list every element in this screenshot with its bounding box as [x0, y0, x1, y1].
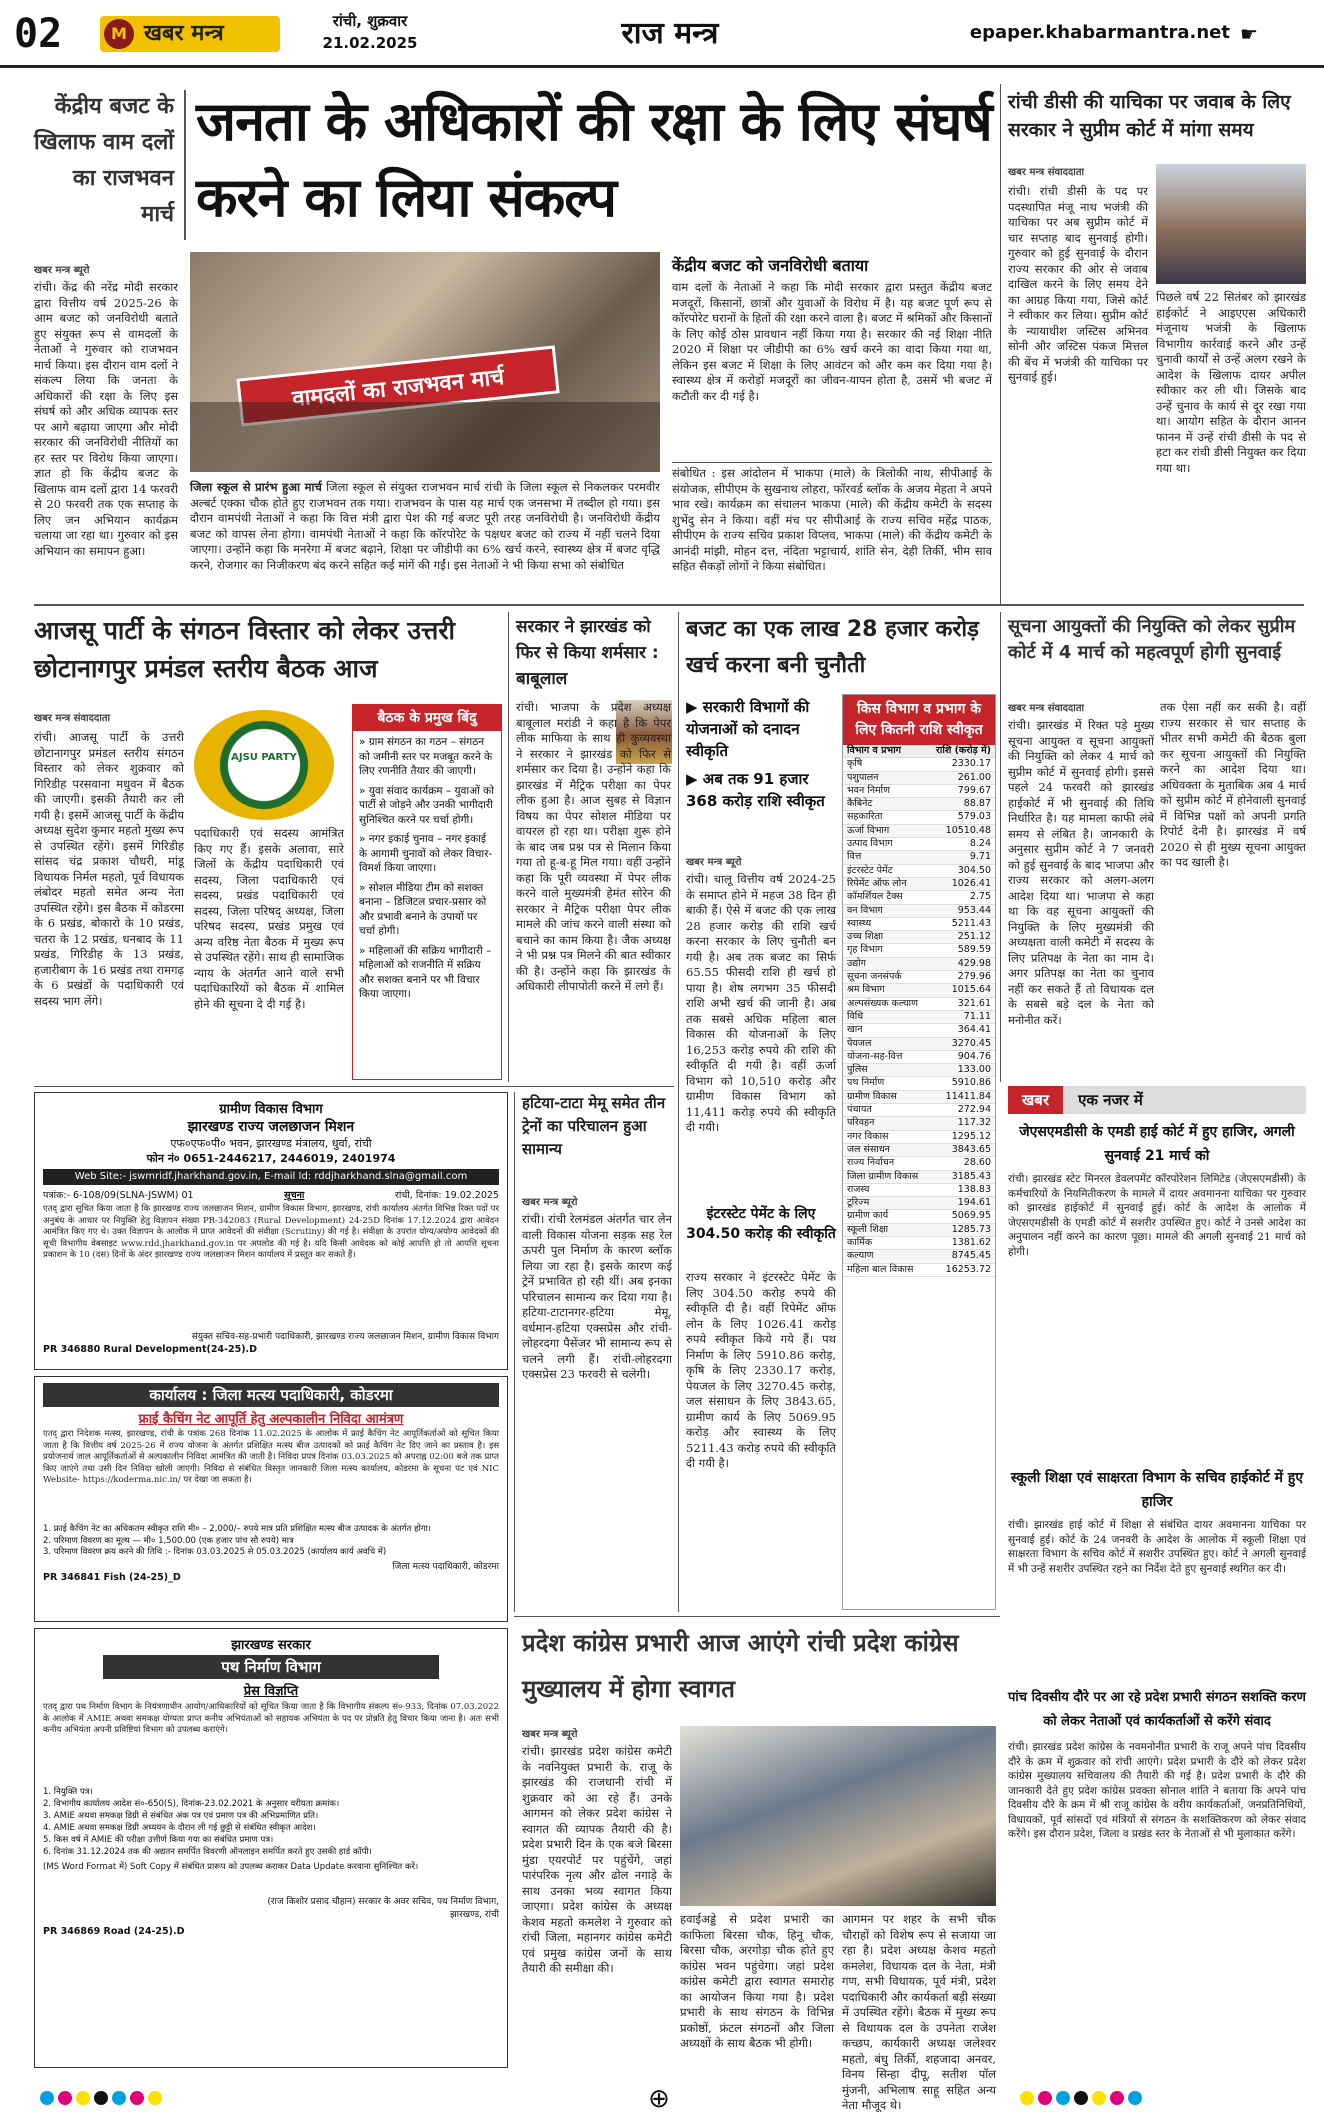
table-cell-amount: 429.98	[957, 957, 991, 969]
table-row	[843, 971, 995, 984]
table-row	[843, 878, 995, 891]
column-divider-3	[678, 612, 679, 1612]
budget-bullets	[686, 696, 836, 846]
table-cell-amount: 1381.62	[951, 1236, 991, 1248]
bullet-triangle-icon: ▶	[686, 770, 703, 788]
table-cell-amount: 194.61	[957, 1197, 991, 1209]
ad1-web: Web Site:- jswmridf.jharkhand.gov.in, E-mail Id: rddjharkhand.slna@gmail.com	[43, 1169, 499, 1185]
logo-icon: M	[104, 19, 134, 49]
table-row	[843, 851, 995, 864]
table-cell-dept: विधि	[847, 1010, 864, 1022]
table-cell-amount: 28.60	[963, 1157, 991, 1169]
table-cell-amount: 3843.65	[951, 1143, 991, 1155]
table-cell-amount: 8.24	[969, 838, 991, 850]
ad-fisheries	[34, 1376, 508, 1622]
table-row	[843, 1131, 995, 1144]
table-row	[843, 865, 995, 878]
table-row	[843, 1171, 995, 1184]
list-item: 3. AMIE अथवा समकक्ष डिग्री से संबंधित अंक पत्र एवं प्रमाण पत्र की अभिप्रमाणित प्रति।	[43, 1811, 319, 1821]
ajsu-logo	[194, 710, 334, 820]
table-cell-dept: इंटरस्टेट पेमेंट	[847, 864, 893, 876]
ad1-date: रांची, दिनांक: 19.02.2025	[394, 1190, 499, 1201]
table-cell-dept: पंचायत	[847, 1104, 872, 1116]
table-cell-amount: 251.12	[957, 931, 991, 943]
table-row	[843, 984, 995, 997]
photo-banner: वामदलों का राजभवन मार्च	[236, 345, 559, 426]
table-cell-amount: 3185.43	[951, 1170, 991, 1182]
news-brief-title2: एक नजर में	[1078, 1091, 1143, 1109]
table-row	[843, 1210, 995, 1223]
table-cell-dept: टूरिज्म	[847, 1197, 870, 1209]
table-cell-amount: 279.96	[957, 971, 991, 983]
table-cell-dept: गृह विभाग	[847, 944, 883, 956]
budget-table-body	[843, 758, 995, 1277]
dc-body2: पिछले वर्ष 22 सितंबर को झारखंड हाईकोर्ट ने आइएएस अधिकारी मंजूनाथ भजंत्री के खिलाफ विभागीय कार्रवाई करने और उन्हें चुनावी कार्यों से उन्हें अलग रखने के आदेश के खिलाफ दायर अपील स्वीकार कर ली थी। जिसके बाद उन्हें चुनाव के कार्य से दूर रखा गया था। आयोग सहित के दौरान आनन फानन में उन्हें रांची डीसी के पद से हटा कर रांची डीसी नियुक्त कर दिया गया था।	[1156, 290, 1306, 475]
ad2-title: फ्राई कैचिंग नेट आपूर्ति हेतु अल्पकालीन निविदा आमंत्रण	[138, 1412, 404, 1427]
section-divider-1	[34, 604, 1304, 606]
table-row	[843, 772, 995, 785]
table-cell-dept: पेयजल	[847, 1037, 872, 1049]
ad2-sign: जिला मत्स्य पदाधिकारी, कोडरमा	[392, 1561, 499, 1572]
table-cell-dept: जिला ग्रामीण विकास	[847, 1170, 919, 1182]
table-row	[843, 1184, 995, 1197]
babulal-headline: सरकार ने झारखंड को फिर से किया शर्मसार : बाबूलाल	[516, 617, 659, 689]
table-cell-dept: कैबिनेट	[847, 798, 873, 810]
brief-b3: रांची। झारखंड प्रदेश कांग्रेस के नवमनोनीत प्रभारी के राजू अपने पांच दिवसीय दौरे के क्रम में शुक्रवार को रांची आएंगे। प्रदेश प्रभारी के दौरे को लेकर प्रदेश कांग्रेस मुख्यालय सचिवालय की तैयारी की गई है। प्रदेश प्रभारी के दौरे की जानकारी देते हुए प्रदेश कांग्रेस प्रवक्ता सोनाल शांति ने बताया कि अपने पांच दिवसीय दौरे के क्रम में श्री राजू कांग्रेस के वरीय कार्यकर्ताओं, जनप्रतिनिधियों, विधायकों, पूर्व सांसदों एवं मंत्रियों से संगठन के सशक्तिकरण को लेकर संवाद करेंगे। इस दौरान प्रदेश, जिला व प्रखंड स्तर के नेताओं से भी मुलाकात करेंगे।	[1008, 1741, 1306, 1840]
hatia-body: रांची। रांची रेलमंडल अंतर्गत चार लेन वाली विकास योजना सड़क सह रेल ऊपरी पुल निर्माण के कारण ब्लॉक लिया जा रहा है। इसके कारण कई ट्रेनें प्रभावित हो रही थीं। अब इनका परिचालन सामान्य कर दिया गया है। हटिया-टाटानगर-हटिया मेमू, वर्धमान-हटिया एक्सप्रेस और रांची-लोहरदगा पैसेंजर भी सामान्य रूप से चलने लगी हैं। रांची-लोहरदगा एक्सप्रेस 23 फरवरी से चलेगी।	[522, 1212, 672, 1381]
ad1-address: एफ०एफ०पी० भवन, झारखण्ड मंत्रालय, धुर्वा, रांची	[170, 1137, 372, 1150]
kicker-divider	[184, 90, 186, 240]
registration-mark-icon: ⊕	[648, 2084, 670, 2114]
ajsu-points-title: बैठक के प्रमुख बिंदु	[353, 705, 501, 731]
table-cell-dept: कार्मिक	[847, 1236, 873, 1248]
congress-photo	[680, 1726, 996, 1906]
table-cell-dept: नगर विकास	[847, 1130, 889, 1142]
dc-byline: खबर मन्त्र संवाददाता	[1008, 167, 1085, 178]
color-registration-right	[1020, 2090, 1310, 2110]
table-row	[843, 1224, 995, 1237]
ajsu-points-list	[353, 731, 501, 1011]
ad3-govt: झारखण्ड सरकार	[231, 1638, 311, 1653]
table-cell-amount: 1015.64	[951, 984, 991, 996]
table-cell-amount: 71.11	[963, 1010, 991, 1022]
budget-headline: बजट का एक लाख 28 हजार करोड़ खर्च करना बनी चुनौती	[686, 617, 979, 678]
dc-headline: रांची डीसी की याचिका पर जवाब के लिए सरकार ने सुप्रीम कोर्ट में मांगा समय	[1008, 91, 1291, 141]
list-item: 1. फ्राई कैचिंग नेट का अधिकतम स्वीकृत राशि मी० – 2,000/– रुपये मात्र प्रति प्रशिक्षित मत्स्य बीज उत्पादक के अंतर्गत होगा।	[43, 1524, 432, 1534]
ad1-phone: फोन नं० 0651-2446217, 2446019, 2401974	[146, 1152, 396, 1165]
congress-body3: आगमन पर शहर के सभी चौक चौराहों को विशेष रूप से सजाया जा रहा है। प्रदेश अध्यक्ष केशव महतो कमलेश, विधायक दल के नेता, मंत्री गण, सभी विधायक, पूर्व मंत्री, प्रदेश पदाधिकारी और कार्यकर्ता बड़ी संख्या में उपस्थित रहेंगे। बैठक में मुख्य रूप से विधायक दल के उपनेता राजेश कच्छप, कार्यकारी अध्यक्ष जलेश्वर महतो, बंधु तिर्की, शहजादा अनवर, विनय सिन्हा दीपू, सतीश पॉल मुंजनी, अभिलाष साहू सहित अन्य नेता मौजूद थे।	[842, 1912, 996, 2112]
budget-table	[842, 694, 996, 1610]
table-cell-dept: ग्रामीण कार्य	[847, 1210, 889, 1222]
ad3-dept: पथ निर्माण विभाग	[103, 1655, 439, 1679]
table-row	[843, 1064, 995, 1077]
budget-byline: खबर मन्त्र ब्यूरो	[686, 857, 742, 868]
table-row	[843, 1157, 995, 1170]
ad2-pr: PR 346841 Fish (24-25)_D	[43, 1571, 181, 1583]
table-row	[843, 1250, 995, 1263]
table-cell-dept: अल्पसंख्यक कल्याण	[847, 997, 919, 1009]
table-cell-dept: श्रम विभाग	[847, 984, 885, 996]
brand-name: खबर मन्त्र	[100, 16, 280, 52]
table-cell-amount: 364.41	[957, 1024, 991, 1036]
ad1-dept: ग्रामीण विकास विभाग	[219, 1102, 323, 1117]
budget-bullet-2: ▶ अब तक 91 हजार 368 करोड़ राशि स्वीकृत	[686, 770, 825, 810]
table-row	[843, 931, 995, 944]
congress-body2: हवाईअड्डे से प्रदेश प्रभारी का काफिला बिरसा चौक, हिनू चौक, बिरसा चौक, अरगोड़ा चौक होते हुए कांग्रेस भवन पहुंचेगा। जहां प्रदेश कांग्रेस कमेटी द्वारा स्वागत समारोह का आयोजन किया गया है। प्रदेश प्रभारी के साथ संगठन के विभिन्न प्रकोष्ठों, फ्रंटल संगठनों और जिला अध्यक्षों के साथ बैठक भी होगी।	[680, 1912, 834, 2050]
table-cell-dept: उच्च शिक्षा	[847, 931, 884, 943]
table-row	[843, 944, 995, 957]
ad2-items	[43, 1524, 499, 1559]
lead-sub1-and-body2	[190, 480, 660, 595]
table-cell-amount: 11411.84	[945, 1090, 991, 1102]
table-cell-amount: 1285.73	[951, 1223, 991, 1235]
table-row	[843, 1091, 995, 1104]
table-cell-amount: 5069.95	[951, 1210, 991, 1222]
table-cell-amount: 9.71	[969, 851, 991, 863]
table-cell-dept: सहकारिता	[847, 811, 883, 823]
list-item: 5. किस वर्ष में AMIE की परीक्षा उत्तीर्ण किया गया का संबंधित प्रमाण पत्र।	[43, 1835, 274, 1845]
brief-h1: जेएसएमडीसी के एमडी हाई कोर्ट में हुए हाजिर, अगली सुनवाई 21 मार्च को	[1019, 1124, 1295, 1164]
sc-body2: तक ऐसा नहीं कर सकी है। वहीं राज्य सरकार से चार सप्ताह के भीतर सभी कमेटी की बैठक बुला कर सूचना आयुक्तों की नियुक्ति करने का आदेश दिया था। अधिवक्ता के मुताबिक अब 4 मार्च को सुप्रीम कोर्ट में होनेवाली सुनवाई में विभिन्न पक्षों को अपनी प्रगति रिपोर्ट देनी है। झारखंड में वर्ष 2020 से ही मुख्य सूचना आयुक्त का पद खाली है।	[1160, 700, 1306, 869]
brief-b1: रांची। झारखंड स्टेट मिनरल डेवलपमेंट कॉरपोरेशन लिमिटेड (जेएसएमडीसी) के कर्मचारियों के नियमितीकरण के मामले में दायर अवमानना याचिका पर गुरुवार को झारखंड हाईकोर्ट में सुनवाई हुई। कोर्ट के आदेश के आलोक में जेएसएमडीसी के एमडी कोर्ट में सशरीर उपस्थित हुए। कोर्ट ने उनसे आदेश का अनुपालन नहीं करने का कारण पूछा। मामले की अगली सुनवाई 21 मार्च को होगी।	[1008, 1173, 1306, 1258]
table-row	[843, 785, 995, 798]
dc-portrait	[1156, 164, 1306, 284]
table-row	[843, 825, 995, 838]
table-cell-amount: 117.32	[957, 1117, 991, 1129]
babulal-body: रांची। भाजपा के प्रदेश अध्यक्ष बाबूलाल मरांडी ने कहा है कि पेपर लीक माफिया के साथ ही कुव्यवस्था ने सरकार ने झारखंड को फिर से शर्मसार कर दिया है। उन्होंने कहा कि झारखंड में मैट्रिक परीक्षा का पेपर लीक हुआ है। आज सुबह से विज्ञान विषय का पेपर सोशल मीडिया पर वायरल हो रहा था। परीक्षा शुरू होने के बाद जब प्रश्न पत्र से मिलान किया गया तो हू-ब-हू मिल गया। वहीं उन्होंने कहा कि पूरी व्यवस्था में पेपर लीक करने वाले मुख्यमंत्री हेमंत सोरेन की सरकार ने मैट्रिक परीक्षा पेपर लीक मामले की जांच करने वाली संस्था को बचाने का काम किया है। जैक अध्यक्ष ने भी प्रश्न पत्र मिलने की बात स्वीकार की है। उन्होंने कहा कि झारखंड के अधिकारी लीपापोती करने में लगे हैं।	[516, 700, 671, 993]
sc-body1: रांची। झारखंड में रिक्त पड़े मुख्य सूचना आयुक्त व सूचना आयुक्तों की नियुक्ति को लेकर 4 मार्च को सुप्रीम कोर्ट में सुनवाई होगी। इससे पहले 24 फरवरी को झारखंड हाईकोर्ट में भी सुनवाई की तिथि निर्धारित है। यह मामला काफी लंबे समय से लंबित है। जानकारी के अनुसार सुप्रीम कोर्ट ने 7 जनवरी को हुई सुनवाई के बाद भाजपा और राज्य सरकार को अलग-अलग आदेश दिया था। भाजपा से कहा था कि वह सूचना आयुक्तों की नियुक्ति के लिए मुख्यमंत्री की अध्यक्षता वाली कमेटी में सदस्य के लिए प्रतिपक्ष के नेता का नाम दे। अगर प्रतिपक्ष का नेता का चुनाव नहीं कर सकते हैं तो विधायक दल के सबसे बड़े दल के नेता को मनोनीत करें।	[1008, 718, 1154, 1027]
hatia-headline: हटिया-टाटा मेमू समेत तीन ट्रेनों का परिचालन हुआ सामान्य	[522, 1094, 666, 1158]
table-cell-amount: 2.75	[969, 891, 991, 903]
table-row	[843, 1117, 995, 1130]
table-row	[843, 905, 995, 918]
table-cell-dept: परिवहन	[847, 1117, 875, 1129]
table-cell-amount: 579.03	[957, 811, 991, 823]
ajsu-point: » महिलाओं की सक्रिय भागीदारी – महिलाओं को राजनीति में सक्रिय और सशक्त बनाने पर भी विचार किया जाएगा।	[359, 944, 492, 1000]
table-cell-amount: 799.67	[957, 784, 991, 796]
ad1-mission: झारखण्ड राज्य जलछाजन मिशन	[187, 1119, 355, 1135]
lead-headline: जनता के अधिकारों की रक्षा के लिए संघर्ष करने का लिया संकल्प	[196, 90, 992, 229]
table-cell-dept: कल्याण	[847, 1250, 874, 1262]
budget-body2: राज्य सरकार ने इंटरस्टेट पेमेंट के लिए 304.50 करोड़ रुपये की स्वीकृति दी है। वहीं रिपेमेंट ऑफ लोन के लिए 1026.41 करोड़ रुपये स्वीकृत किये गये हैं। पथ निर्माण के लिए 5910.86 करोड़, कृषि के लिए 2330.17 करोड़, पेयजल के लिए 3270.45 करोड़, जल संसाधन के लिए 3843.65, ग्रामीण कार्य के लिए 5069.95 करोड़ और स्वास्थ्य के लिए 5211.43 करोड़ रुपये की स्वीकृति दी गयी है।	[686, 1270, 836, 1470]
table-cell-amount: 272.94	[957, 1104, 991, 1116]
list-item: 3. परिमाण विवरण क्रय करने की तिथि :- दिनांक 03.03.2025 से 05.03.2025 (कार्यालय कार्य अवधि में)	[43, 1547, 387, 1557]
ad2-office: कार्यालय : जिला मत्स्य पदाधिकारी, कोडरमा	[43, 1383, 499, 1407]
brief-h2: स्कूली शिक्षा एवं साक्षरता विभाग के सचिव हाईकोर्ट में हुए हाजिर	[1010, 1470, 1304, 1510]
budget-sub: इंटरस्टेट पेमेंट के लिए 304.50 करोड़ की स्वीकृति	[686, 1206, 836, 1242]
table-row	[843, 1024, 995, 1037]
ad1-title: सूचना	[284, 1190, 305, 1201]
lead-body-col1: रांची। केंद्र की नरेंद्र मोदी सरकार द्वारा वित्तीय वर्ष 2025-26 के आम बजट को जनविरोधी बताते हुए संयुक्त रूप से वामदलों के नेताओं ने गुरुवार को राजभवन मार्च किया। इस दौरान वाम दलों ने संकल्प लिया कि जनता के अधिकारों की रक्षा के लिए इस संघर्ष को और अधिक व्यापक स्तर पर आगे बढ़ाया जाएगा और मोदी सरकार की जनविरोधी नीतियों का हर स्तर पर विरोध किया जाएगा। ज्ञात हो कि केंद्रीय बजट के खिलाफ वाम दलों द्वारा 14 फरवरी से 20 फरवरी तक एक सप्ताह के लिए जन अभियान कार्यक्रम चलाया जा रहा था। गुरुवार को इस अभियान का समापन हुआ।	[34, 280, 178, 558]
budget-table-title: किस विभाग व प्रभाग के लिए कितनी राशि स्वीकृत	[843, 695, 995, 745]
table-row	[843, 798, 995, 811]
table-cell-amount: 1295.12	[951, 1130, 991, 1142]
crowd-shape	[190, 402, 660, 472]
dateline	[310, 10, 430, 58]
hatia-byline: खबर मन्त्र ब्यूरो	[522, 1197, 578, 1208]
section-title: राज मन्त्र	[621, 16, 719, 51]
table-cell-amount: 2330.17	[951, 758, 991, 770]
ajsu-point: » युवा संवाद कार्यक्रम – युवाओं को पार्टी से जोड़ने और उनकी भागीदारी सुनिश्चित करने पर चर्चा होगी।	[359, 784, 494, 826]
table-row	[843, 838, 995, 851]
table-cell-dept: स्कूली शिक्षा	[847, 1223, 889, 1235]
table-cell-amount: 5910.86	[951, 1077, 991, 1089]
website-link[interactable]: epaper.khabarmantra.net	[969, 22, 1230, 43]
issue-date: 21.02.2025	[322, 34, 418, 52]
table-cell-dept: पुलिस	[847, 1064, 868, 1076]
table-cell-dept: स्वास्थ्य	[847, 917, 872, 929]
brief-h3: पांच दिवसीय दौरे पर आ रहे प्रदेश प्रभारी संगठन सशक्ति करण को लेकर नेताओं एवं कार्यकर्ताओं से करेंगे संवाद	[1008, 1690, 1306, 1729]
lead-sub2: केंद्रीय बजट को जनविरोधी बताया	[672, 256, 869, 275]
table-row	[843, 1051, 995, 1064]
table-cell-dept: खान	[847, 1024, 863, 1036]
column-divider-4	[1000, 612, 1001, 1082]
lead-body2: जिला स्कूल से संयुक्त राजभवन मार्च रांची के जिला स्कूल से निकलकर परमवीर अल्बर्ट एक्का चौक होते हुए राजभवन तक गया। राजभवन के पास यह मार्च एक जनसभा में तब्दील हो गया। इस दौरान वामपंथी नेताओं ने कहा कि वित्त मंत्री द्वारा पेश की गई बजट पूरी तरह जनविरोधी है। जनविरोधी केंद्रीय बजट को वापस लेना होगा। वामपंथी नेताओं ने कहा कि कॉरपोरेट के पक्षधर बजट को राज्य में नहीं चलने दिया जाएगा। उन्होंने कहा कि मनरेगा में बजट बढ़ाने, शिक्षा पर जीडीपी का 6% खर्च करने, स्वास्थ्य क्षेत्र में बजट वृद्धि करने, रोजगार का निजीकरण बंद करने सहित कई मांगें की गईं। इस नेताओं ने भी किया सभा को संबोधित	[190, 480, 660, 572]
table-cell-dept: राजस्व	[847, 1183, 870, 1195]
table-row	[843, 1264, 995, 1277]
table-cell-amount: 1026.41	[951, 877, 991, 889]
ajsu-points-box	[352, 704, 502, 1080]
ad2-body: एतद् द्वारा निदेशक मत्स्य, झारखण्ड, रांची के पत्रांक 268 दिनांक 11.02.2025 के आलोक में फ्राई कैचिंग नेट आपूर्तिकर्ताओं को सूचित किया जाता है कि वित्तीय वर्ष 2025-26 में राज्य योजना के अंतर्गत प्रशिक्षित मत्स्य बीज उत्पादकों को फ्राई कैचिंग नेट दिए जाने का प्रस्ताव है। इस प्रयोजनार्थ जाल आपूर्तिकर्ताओं से अल्पकालीन निविदा आमंत्रित की जाती है। निविदा प्रपत्र दिनांक 03.03.2025 को अपराह्न 02:00 बजे तक प्राप्त किए जाएंगे तथा उसी दिन निविदा खोली जाएगी। निविदा से संबंधित विस्तृत जानकारी जिला मत्स्य कार्यालय, कोडरमा के सूचना पट एवं NIC Website- https://koderma.nic.in/ पर देखा जा सकता है।	[43, 1429, 499, 1485]
table-row	[843, 758, 995, 771]
ad1-pr: PR 346880 Rural Development(24-25).D	[43, 1344, 258, 1355]
table-cell-amount: 904.76	[957, 1050, 991, 1062]
ajsu-point: » सोशल मीडिया टीम को सशक्त बनाना – डिजिटल प्रचार-प्रसार को और प्रभावी बनाने के उपायों पर चर्चा होगी।	[359, 881, 487, 937]
table-row	[843, 811, 995, 824]
budget-table-header: विभाग व प्रभाग राशि (करोड़ में)	[843, 745, 995, 758]
list-item: 2. परिमाण विवरण का मूल्य — मी० 1,500.00 (एक हजार पांच सौ रुपये) मात्र	[43, 1535, 294, 1546]
ajsu-point: » ग्राम संगठन का गठन – संगठन को जमीनी स्तर पर मजबूत करने के लिए रणनीति तैयार की जाएगी।	[359, 736, 493, 777]
ad3-body: एतद् द्वारा पथ निर्माण विभाग के नियंत्रणाधीन आयोग/आधिकारियों को सूचित किया जाता है कि विभागीय संकल्प सं०-933, दिनांक 07.03.2022 के आलोक में AMIE अथवा समकक्ष योग्यता प्राप्त कनीय अभियंताओं को सहायक अभियंता के पद पर प्रोन्नति हेतु विचार किया जाना है। अतः सभी कनीय अभियंता अपनी प्रविष्टियां विभाग को उपलब्ध कराएंगे।	[43, 1702, 499, 1735]
list-item: 1. नियुक्ति पत्र।	[43, 1787, 93, 1797]
table-row	[843, 1077, 995, 1090]
dc-body1: रांची। रांची डीसी के पद पर पदस्थापित मंजू नाथ भजंत्री की याचिका पर अब सुप्रीम कोर्ट में चार सप्ताह बाद सुनवाई होगी। गुरुवार को हुई सुनवाई के दौरान राज्य सरकार की ओर से जवाब दाखिल करने के लिए समय देने का आग्रह किया गया, जिसे कोर्ट ने स्वीकार कर लिया। सुप्रीम कोर्ट के न्यायाधीश जस्टिस अभिनव सोनी और जस्टिस पंकज मित्तल की बेंच में भजंत्री की याचिका पर सुनवाई हुई।	[1008, 184, 1148, 384]
table-row	[843, 891, 995, 904]
table-cell-dept: ऊर्जा विभाग	[847, 824, 890, 836]
table-row	[843, 1237, 995, 1250]
ad1-sign: संयुक्त सचिव-सह-प्रभारी पदाधिकारी, झारखण्ड राज्य जलछाजन मिशन, ग्रामीण विकास विभाग	[191, 1332, 499, 1342]
ad3-pr: PR 346869 Road (24-25).D	[43, 1925, 185, 1937]
table-row	[843, 918, 995, 931]
lead-photo	[190, 252, 660, 472]
table-cell-dept: उत्पाद विभाग	[847, 838, 893, 850]
table-cell-dept: ग्रामीण विकास	[847, 1090, 897, 1102]
ad3-title: प्रेस विज्ञप्ति	[243, 1684, 299, 1699]
table-row	[843, 1038, 995, 1051]
congress-body1: रांची। झारखंड प्रदेश कांग्रेस कमेटी के नवनियुक्त प्रभारी के. राजू के झारखंड की राजधानी रांची में शुक्रवार को आ रहे हैं। उनके आगमन को लेकर प्रदेश कांग्रेस ने स्वागत की व्यापक तैयारी की है। प्रदेश प्रभारी दिन के एक बजे बिरसा मुंडा एयरपोर्ट पर पहुंचेंगे, जहां पारंपरिक नृत्य और ढोल नगाड़े के साथ उनका भव्य स्वागत किया जाएगा। प्रदेश कांग्रेस के अध्यक्ष केशव महतो कमलेश ने गुरुवार को रांची जिला, महानगर कांग्रेस कमेटी एवं प्रमुख कांग्रेस जनों के साथ तैयारी की समीक्षा की।	[522, 1744, 672, 1975]
table-row	[843, 958, 995, 971]
brief-b2: रांची। झारखंड हाई कोर्ट में शिक्षा से संबंधित दायर अवमानना याचिका पर सुनवाई हुई। कोर्ट के 24 जनवरी के आदेश के आलोक में स्कूली शिक्षा एवं साक्षरता विभाग के सचिव कोर्ट में सशरीर उपस्थित हुए। कोर्ट ने अगली सुनवाई में भी उन्हें सशरीर उपस्थित रहने का निर्देश देते हुए सुनवाई स्थगित कर दी।	[1008, 1519, 1306, 1575]
sc-byline: खबर मन्त्र संवाददाता	[1008, 703, 1085, 714]
list-item: 6. दिनांक 31.12.2024 तक की अद्यतन समर्पित विवरणी ऑनलाइन समर्पित करते हुए उसकी हार्ड कॉपी।	[43, 1847, 372, 1857]
section-divider-2	[34, 1086, 674, 1087]
lead-body3: वाम दलों के नेताओं ने कहा कि मोदी सरकार द्वारा प्रस्तुत केंद्रीय बजट मजदूरों, किसानों, छात्रों और युवाओं के विरोध में है। यह बजट पूर्ण रूप से कॉरपोरेट घरानों के हितों की रक्षा करने वाला है। बजट में श्रमिकों और किसानों के लिए कोई ठोस प्रावधान नहीं किया गया है। सरकार की नई शिक्षा नीति 2020 में शिक्षा पर जीडीपी का 6% खर्च करने का वादा किया गया था, लेकिन इस बजट में शिक्षा के लिए आवंटन को और कम कर दिया गया है। स्वास्थ्य क्षेत्र में करोड़ों मजदूरों का जीवन-यापन होता है, उसमें भी बजट में कटौती कर दी गई है।	[672, 280, 992, 403]
table-row	[843, 1144, 995, 1157]
ad1-ref-line	[43, 1188, 499, 1201]
table-cell-dept: रिपेमेंट ऑफ लोन	[847, 877, 907, 889]
column-divider-right	[1000, 84, 1001, 604]
column-divider-5	[514, 1092, 515, 1612]
table-cell-amount: 138.83	[957, 1183, 991, 1195]
table-cell-amount: 10510.48	[945, 824, 991, 836]
column-divider-2	[508, 612, 509, 1082]
table-cell-dept: उद्योग	[847, 957, 867, 969]
table-cell-amount: 261.00	[957, 771, 991, 783]
table-row	[843, 1011, 995, 1024]
sc-headline: सूचना आयुक्तों की नियुक्ति को लेकर सुप्रीम कोर्ट में 4 मार्च को महत्वपूर्ण होगी सुनवाई	[1008, 616, 1296, 663]
news-brief-title: खबर	[1008, 1086, 1063, 1114]
table-cell-dept: वित्त	[847, 851, 862, 863]
table-cell-amount: 133.00	[957, 1064, 991, 1076]
city-day: रांची, शुक्रवार	[332, 12, 408, 30]
ad1-ref: पत्रांक:- 6-108/09(SLNA-JSWM) 01	[43, 1190, 194, 1201]
ad3-note: (MS Word Format में) Soft Copy में संबंधित प्रारूप को उपलब्ध कराकर Data Update करवाना सुनिश्चित करें।	[43, 1862, 419, 1872]
lead-divider	[672, 462, 992, 463]
lead-body4: संबोधित : इस आंदोलन में भाकपा (माले) के त्रिलोकी नाथ, सीपीआई के संयोजक, सीपीएम के सुखनाथ लोहरा, फॉरवर्ड ब्लॉक के अजय मेहता ने अपने भाव रखे। कार्यक्रम का संचालन भाकपा (माले) की केंद्रीय कमेटी के सदस्य शुभेंदु सेन ने किया। वहीं मंच पर सीपीआई के राज्य सचिव महेंद्र पाठक, सीपीएम के राज्य सचिव प्रकाश विप्लव, भाकपा (माले) की केंद्रीय कमेटी के आनंदी मांझी, मोहन दत्त, नंदिता भट्टाचार्य, शांति सेन, देही तिर्की, भीम साव सहित सैकड़ों लोगों ने किया संबोधित।	[672, 466, 992, 573]
ajsu-point: » नगर इकाई चुनाव – नगर इकाई के आगामी चुनावों को लेकर विचार-विमर्श किया जाएगा।	[359, 833, 493, 874]
table-cell-dept: पथ निर्माण	[847, 1077, 885, 1089]
congress-headline: प्रदेश कांग्रेस प्रभारी आज आएंगे रांची प्रदेश कांग्रेस मुख्यालय में होगा स्वागत	[522, 1629, 959, 1703]
table-cell-amount: 8745.45	[951, 1250, 991, 1262]
ad1-body: एतद् द्वारा सूचित किया जाता है कि झारखण्ड राज्य जलछाजन मिशन, ग्रामीण विकास विभाग, झारखण्ड, रांची कार्यालय अंतर्गत विभिन्न रिक्त पदों पर अनुबंध के आधार पर नियुक्ति हेतु विज्ञापन संख्या PR-342083 (Rural Development) 24-25D दिनांक 17.12.2024 द्वारा आवेदन आमंत्रित किए गए थे। उक्त विज्ञापन के आलोक में प्राप्त आवेदनों की संवीक्षा (Scrutiny) की गई है। संवीक्षा के उपरांत योग्य/अयोग्य आवेदकों की सूची विभागीय वेबसाइट www.rdd.jharkhand.gov.in पर अपलोड की गई है। यदि किसी आवेदक को कोई आपत्ति हो तो आपत्ति सूचना प्रकाशन के 10 (दस) दिनों के अंदर झारखण्ड राज्य जलछाजन मिशन कार्यालय में प्रस्तुत कर सकते हैं।	[43, 1204, 499, 1260]
news-brief-header	[1008, 1086, 1306, 1114]
ad3-sign: (राज किशोर प्रसाद चौहान) सरकार के अवर सचिव, पथ निर्माण विभाग, झारखण्ड, रांची	[267, 1896, 499, 1920]
table-cell-dept: जल संसाधन	[847, 1143, 890, 1155]
table-cell-amount: 3270.45	[951, 1037, 991, 1049]
table-cell-dept: पशुपालन	[847, 771, 879, 783]
budget-body1: रांची। चालू वित्तीय वर्ष 2024-25 के समाप्त होने में महज 38 दिन ही बाकी हैं। ऐसे में बजट की एक लाख 28 हजार करोड़ की राशि खर्च करना सरकार के लिए चुनौती बन गयी है। अब तक बजट का सिर्फ 65.55 फीसदी राशि ही खर्च हो पाया है। शेष लगभग 35 फीसदी राशि अभी खर्च की जानी है। अब तक सबसे अधिक महिला बाल विकास की योजनाओं के लिए 16,253 करोड़ रुपये की राशि की स्वीकृति दी गयी है। वहीं ऊर्जा विभाग को 10,510 करोड़ और ग्रामीण विकास विभाग को 11,411 करोड़ रुपये की स्वीकृति दी गयी।	[686, 872, 836, 1134]
table-row	[843, 1197, 995, 1210]
table-row	[843, 998, 995, 1011]
table-cell-amount: 953.44	[957, 904, 991, 916]
list-item: 4. AMIE अथवा समकक्ष डिग्री अध्ययन के दौरान ली गई छुट्टी से संबंधित स्वीकृत आदेश।	[43, 1823, 316, 1833]
table-row	[843, 1104, 995, 1117]
table-cell-dept: कृषि	[847, 758, 863, 770]
table-cell-amount: 304.50	[957, 864, 991, 876]
table-cell-dept: सूचना जनसंपर्क	[847, 971, 902, 983]
color-registration-left	[40, 2090, 340, 2110]
list-item: 2. विभागीय कार्यालय आदेश सं०-650(S), दिनांक-23.02.2021 के अनुसार वरीयता क्रमांक।	[43, 1799, 340, 1809]
ad-rural-development	[34, 1092, 508, 1370]
table-cell-dept: वन विभाग	[847, 904, 883, 916]
table-cell-dept: राज्य निर्वाचन	[847, 1157, 895, 1169]
ad-road-construction	[34, 1628, 508, 2068]
ajsu-headline: आजसू पार्टी के संगठन विस्तार को लेकर उत्तरी छोटानागपुर प्रमंडल स्तरीय बैठक आज	[34, 616, 456, 683]
table-cell-amount: 5211.43	[951, 917, 991, 929]
lead-sub1: जिला स्कूल से प्रारंभ हुआ मार्च	[190, 480, 322, 494]
table-cell-amount: 88.87	[963, 798, 991, 810]
table-cell-amount: 589.59	[957, 944, 991, 956]
table-cell-dept: महिला बाल विकास	[847, 1263, 914, 1275]
section-divider-3	[514, 1616, 1000, 1617]
cursor-hand-icon: ☛	[1240, 22, 1258, 46]
ajsu-body2: पदाधिकारी एवं सदस्य आमंत्रित किए गए हैं। इसके अलावा, सारे जिलों के केंद्रीय पदाधिकारी एवं सदस्य, जिला पदाधिकारी एवं सदस्य, प्रखंड पदाधिकारी एवं सदस्य, जिला परिषद् अध्यक्ष, जिला परिषद सदस्य, प्रखंड प्रमुख एवं अन्य वरिष्ठ नेता बैठक में मुख्य रूप से उपस्थित रहेंगे। साथ ही सामाजिक न्याय के अंतर्गत आने वाले सभी पदाधिकारियों को बैठक में शामिल होने की सूचना दे दी गई है।	[194, 826, 344, 1011]
congress-byline: खबर मन्त्र ब्यूरो	[522, 1729, 578, 1740]
table-cell-amount: 16253.72	[945, 1263, 991, 1275]
ajsu-body1: रांची। आजसू पार्टी के उत्तरी छोटानागपुर प्रमंडल स्तरीय संगठन विस्तार को लेकर शुक्रवार को गिरिडीह परसवाना मधुवन में बैठक की जाएगी। इसकी तैयारी कर ली गयी है। इसमें आजसू पार्टी के केंद्रीय अध्यक्ष सुदेश कुमार महतो मुख्य रूप से उपस्थित रहेंगे। इसमें गिरिडीह सांसद चंद्र प्रकाश चौधरी, मांडू विधायक निर्मल महतो, पूर्व विधायक लंबोदर महतो समेत अन्य नेता उपस्थित रहेंगे। इस बैठक में कोडरमा के 6 प्रखंड, बोकारो के 10 प्रखंड, चतरा के 12 प्रखंड, धनबाद के 11 प्रखंड, गिरिडीह के 13 प्रखंड, हजारीबाग के 16 प्रखंड तथा रामगढ़ के 6 प्रखंडों के पदाधिकारी एवं सदस्य भाग लेंगे।	[34, 730, 184, 1008]
table-cell-dept: योजना-सह-वित्त	[847, 1050, 903, 1062]
budget-bullet-1: ▶ सरकारी विभागों की योजनाओं को दनादन स्वीकृति	[686, 698, 810, 760]
ad3-items	[43, 1786, 499, 1858]
page-number: 02	[14, 11, 63, 57]
table-cell-dept: भवन निर्माण	[847, 784, 890, 796]
table-cell-amount: 321.61	[957, 997, 991, 1009]
lead-byline: खबर मन्त्र ब्यूरो	[34, 265, 90, 276]
ajsu-logo-text: AJSU PARTY	[231, 752, 297, 763]
table-cell-dept: कॉमर्शियल टैक्स	[847, 891, 903, 903]
ajsu-byline: खबर मन्त्र संवाददाता	[34, 713, 111, 724]
bullet-triangle-icon: ▶	[686, 698, 703, 716]
lead-kicker: केंद्रीय बजट के खिलाफ वाम दलों का राजभवन मार्च	[34, 93, 174, 227]
